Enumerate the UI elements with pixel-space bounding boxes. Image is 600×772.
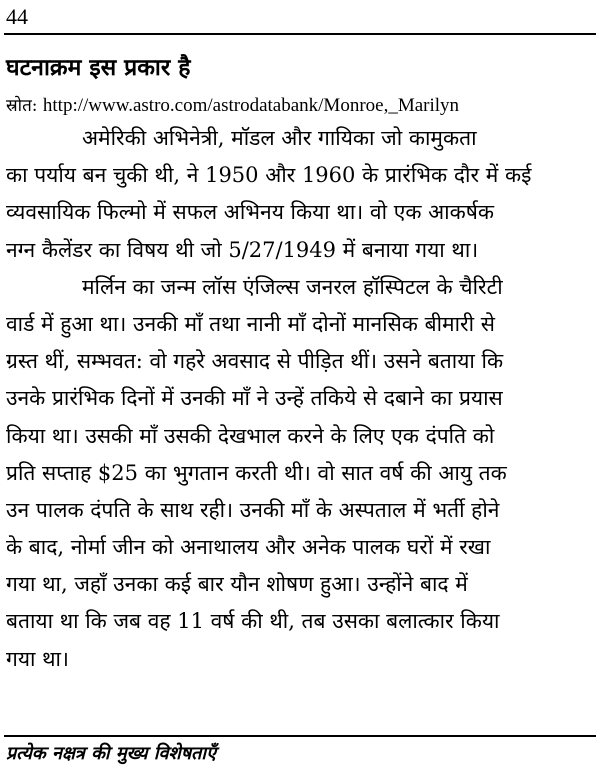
text-line: नग्न कैलेंडर का विषय थी जो 5/27/1949 में बनाया गया था।	[6, 237, 479, 262]
text-line: के बाद, नोर्मा जीन को अनाथालय और अनेक पालक घरों में रखा	[6, 535, 491, 560]
text-line: व्यवसायिक फिल्मो में सफल अभिनय किया था। वो एक आकर्षक	[6, 200, 494, 225]
text-line: बताया था कि जब वह 11 वर्ष की थी, तब उसका बलात्कार किया	[6, 609, 500, 634]
source-label: स्रोत:	[6, 96, 38, 116]
section-heading: घटनाक्रम इस प्रकार है	[6, 55, 191, 81]
text-line: उनके प्रारंभिक दिनों में उनकी माँ ने उन्हें तकिये से दबाने का प्रयास	[6, 386, 503, 411]
text-line: उन पालक दंपति के साथ रही। उनकी माँ के अस्पताल में भर्ती होने	[6, 497, 500, 522]
text-line: गया था, जहाँ उनका कई बार यौन शोषण हुआ। उन्होंने बाद में	[6, 572, 468, 597]
text-line: किया था। उसकी माँ उसकी देखभाल करने के लिए एक दंपति को	[6, 423, 495, 448]
footer-rule	[4, 735, 596, 737]
source-url: http://www.astro.com/astrodatabank/Monroe,_Marilyn	[42, 95, 460, 116]
text-line: गया था।	[6, 646, 69, 671]
page-number: 44	[6, 4, 28, 29]
text-line: वार्ड में हुआ था। उनकी माँ तथा नानी माँ दोनों मानसिक बीमारी से	[6, 311, 495, 336]
header-rule	[4, 33, 596, 35]
text-line: अमेरिकी अभिनेत्री, मॉडल और गायिका जो कामुकता	[82, 126, 477, 150]
text-line: ग्रस्त थीं, सम्भवत: वो गहरे अवसाद से पीड़ित थीं। उसने बताया कि	[6, 349, 504, 374]
running-footer: प्रत्येक नक्षत्र की मुख्य विशेषताएँ	[6, 743, 217, 764]
text-line: का पर्याय बन चुकी थी, ने 1950 और 1960 के प्रारंभिक दौर में कई	[6, 163, 532, 188]
source-citation	[6, 94, 459, 118]
text-line: मर्लिन का जन्म लॉस एंजिल्स जनरल हॉस्पिटल के चैरिटी	[82, 274, 503, 299]
body-text	[6, 120, 594, 678]
text-line: प्रति सप्ताह $25 का भुगतान करती थी। वो सात वर्ष की आयु तक	[6, 460, 507, 485]
